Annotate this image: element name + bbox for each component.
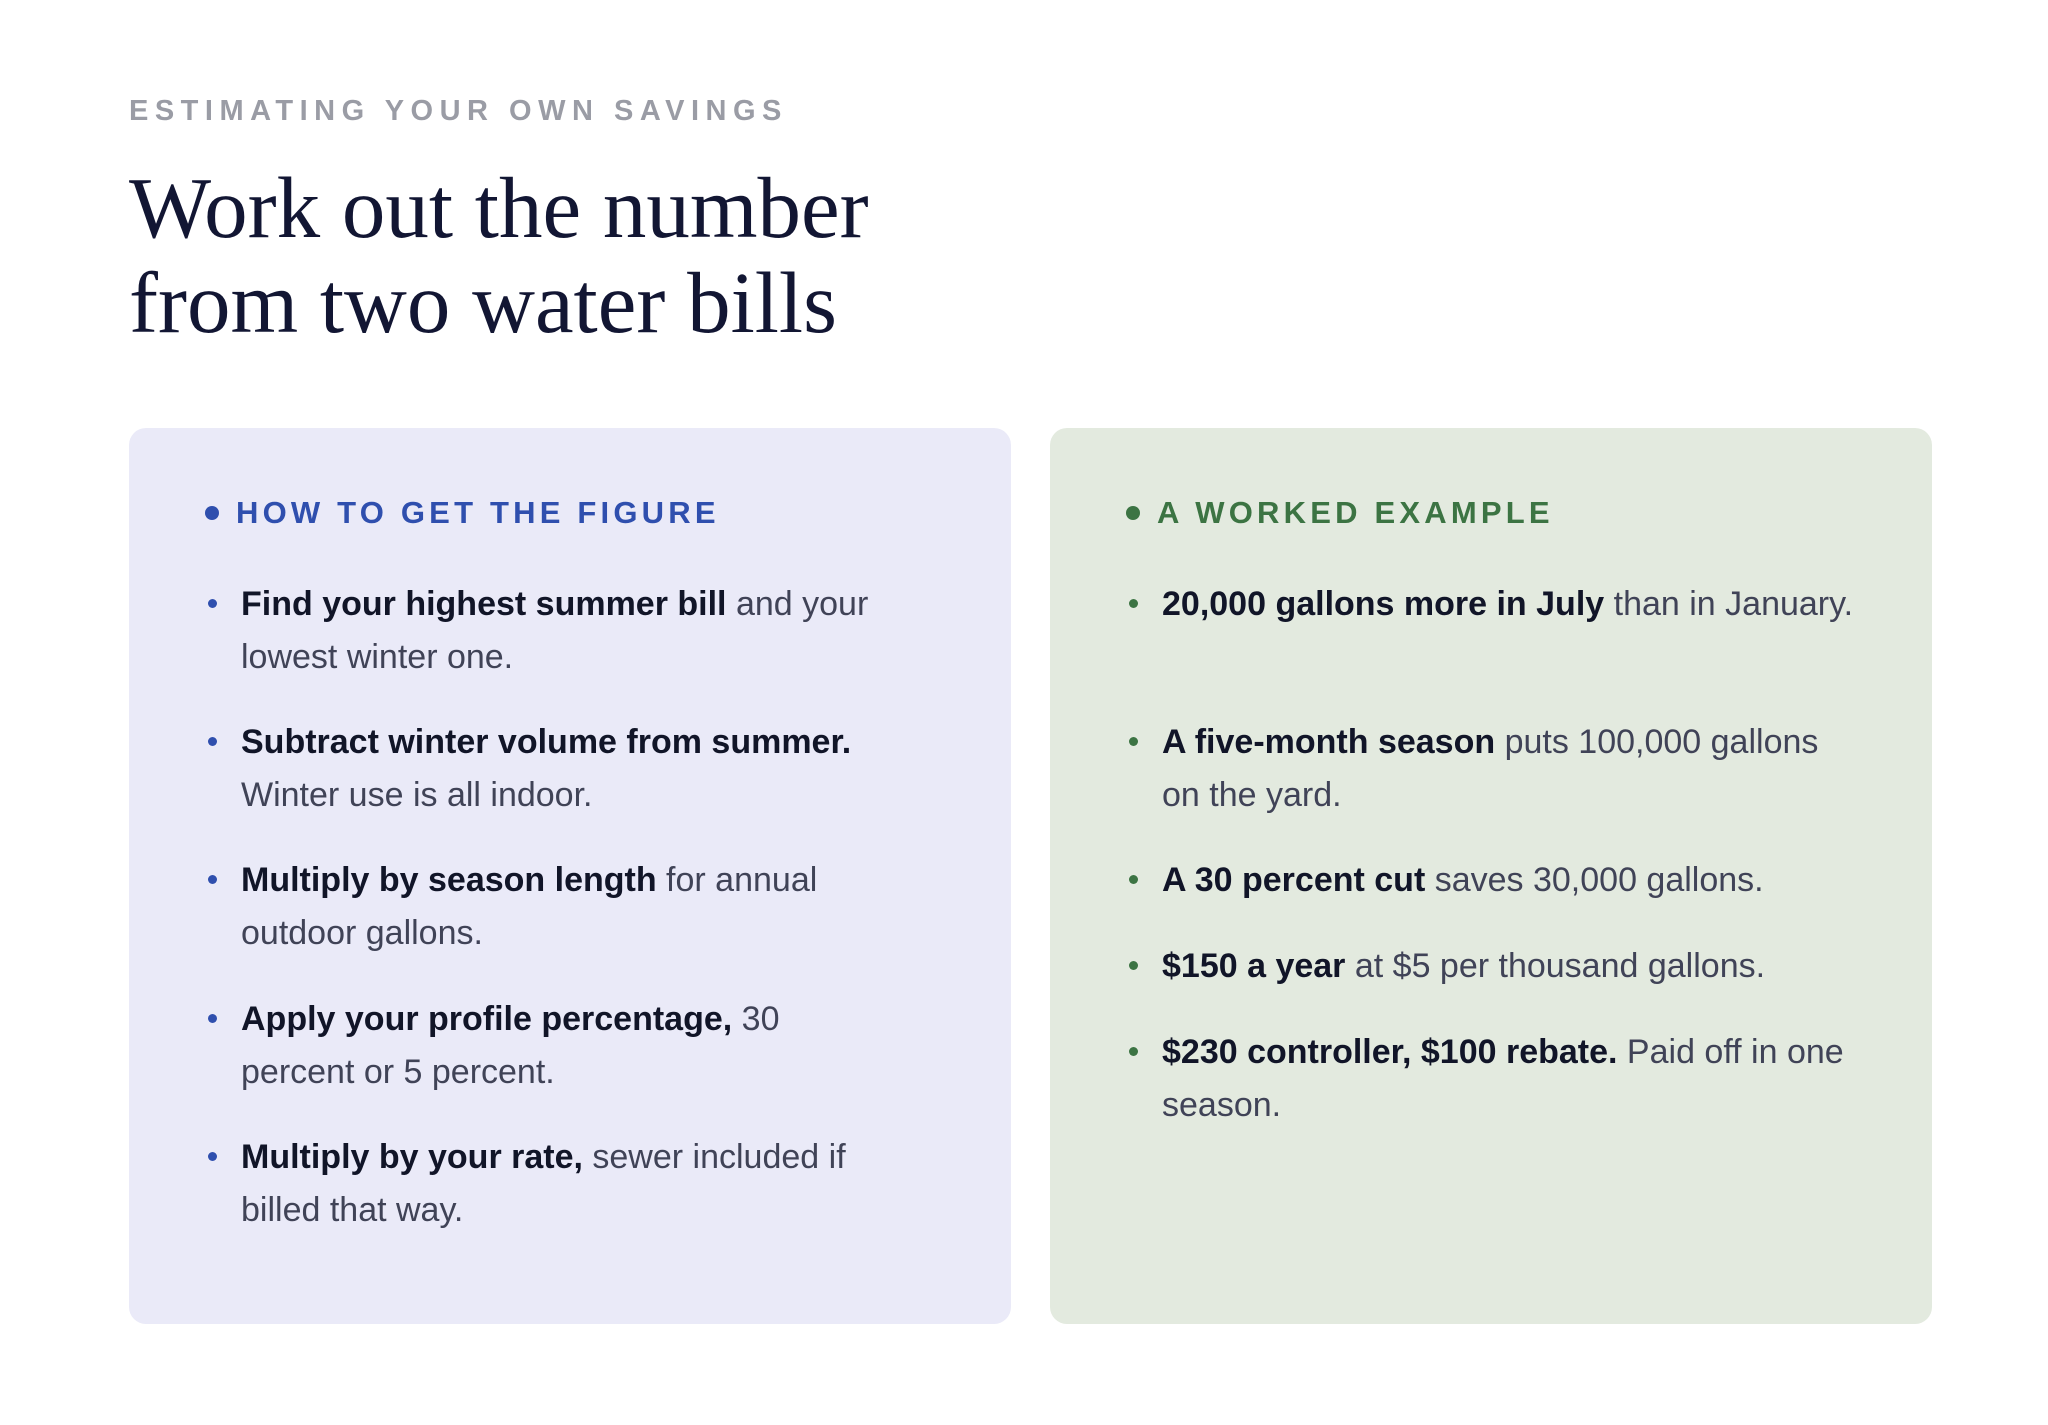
item-rest: saves 30,000 gallons. [1425,861,1764,899]
list-item-text [241,854,901,960]
item-bold: $150 a year [1162,947,1346,985]
list-item-text [1162,1026,1862,1132]
worked-example-heading-label: A WORKED EXAMPLE [1157,495,1554,530]
item-rest: for annual outdoor gallons. [241,861,818,952]
item-bold: Find your highest summer bill [241,585,727,623]
how-to-heading-label: HOW TO GET THE FIGURE [236,495,720,530]
list-item-text [1162,854,1862,907]
item-bold: Multiply by your rate, [241,1138,583,1176]
list-item-text [1162,940,1862,993]
item-rest: at $5 per thousand gallons. [1345,947,1766,985]
bullet-icon [1129,737,1138,746]
bullet-icon [208,1152,217,1161]
list-item-text [241,716,901,822]
worked-example-card [1050,428,1932,1324]
item-bold: $230 controller, $100 rebate. [1162,1033,1618,1071]
title-line-1: Work out the number [129,159,869,256]
item-bold: Subtract winter volume from summer. [241,723,852,761]
eyebrow-label: ESTIMATING YOUR OWN SAVINGS [129,95,788,127]
item-rest: and your lowest winter one. [241,585,869,676]
how-to-card [129,428,1011,1324]
page-title [129,160,1029,350]
item-bold: Apply your profile percentage, [241,1000,733,1038]
bullet-icon [208,599,217,608]
item-bold: A 30 percent cut [1162,861,1426,899]
bullet-icon [1129,1047,1138,1056]
list-item-text [1162,578,1862,631]
list-item-text [1162,716,1862,822]
bullet-icon [208,875,217,884]
list-item-text [241,993,901,1099]
item-rest: Paid off in one season. [1162,1033,1844,1124]
item-rest: sewer included if billed that way. [241,1138,846,1229]
list-item-text [241,1131,901,1237]
bullet-icon [1129,875,1138,884]
heading-dot-icon [205,506,219,520]
how-to-heading [205,494,931,532]
bullet-icon [208,737,217,746]
item-rest: Winter use is all indoor. [241,776,593,814]
item-rest: puts 100,000 gallons on the yard. [1162,723,1819,814]
bullet-icon [1129,961,1138,970]
item-bold: Multiply by season length [241,861,657,899]
heading-dot-icon [1126,506,1140,520]
title-line-2: from two water bills [129,254,837,351]
worked-example-heading [1126,494,1852,532]
bullet-icon [208,1014,217,1023]
item-rest: 30 percent or 5 percent. [241,1000,780,1091]
item-bold: A five-month season [1162,723,1496,761]
item-rest: than in January. [1604,585,1854,623]
item-bold: 20,000 gallons more in July [1162,585,1605,623]
bullet-icon [1129,599,1138,608]
list-item-text [241,578,901,684]
